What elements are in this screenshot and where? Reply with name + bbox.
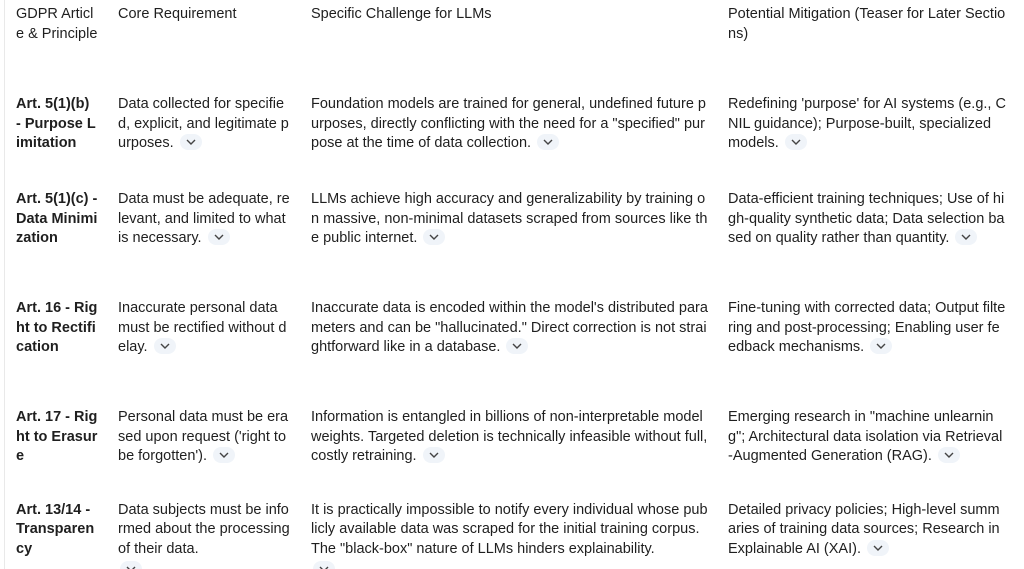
expand-citation-button[interactable] bbox=[506, 338, 528, 354]
chevron-down-icon bbox=[186, 138, 196, 146]
mitigation-cell bbox=[718, 170, 1016, 279]
chevron-down-icon bbox=[543, 138, 553, 146]
challenge-cell bbox=[301, 279, 718, 388]
chevron-down-icon bbox=[126, 565, 136, 569]
table-header bbox=[6, 0, 1016, 75]
chevron-down-icon bbox=[791, 138, 801, 146]
requirement-cell bbox=[108, 279, 301, 388]
article-label: Art. 16 - Right to Rectification bbox=[16, 300, 98, 356]
challenge-text: Foundation models are trained for general, undefined future purposes, directly conflicting with the need for a "specified" purpose at the time of data collection. bbox=[311, 96, 706, 152]
expand-citation-button[interactable] bbox=[180, 134, 202, 150]
requirement-cell bbox=[108, 170, 301, 279]
table-row bbox=[6, 170, 1016, 279]
chevron-down-icon bbox=[214, 233, 224, 241]
article-label: Art. 5(1)(b) - Purpose Limitation bbox=[16, 96, 96, 152]
mitigation-text: Emerging research in "machine unlearning"; Architectural data isolation via Retrieval-Augmented Generation (RAG). bbox=[728, 409, 1003, 465]
requirement-cell bbox=[108, 481, 301, 569]
article-label: Art. 17 - Right to Erasure bbox=[16, 409, 98, 465]
challenge-text: LLMs achieve high accuracy and generalizability by training on massive, non-minimal datasets scraped from sources like the public internet. bbox=[311, 191, 708, 247]
requirement-cell bbox=[108, 75, 301, 170]
article-label: Art. 5(1)(c) - Data Minimization bbox=[16, 191, 98, 247]
header-challenge: Specific Challenge for LLMs bbox=[311, 6, 492, 22]
expand-citation-button[interactable] bbox=[154, 338, 176, 354]
mitigation-cell bbox=[718, 481, 1016, 569]
chevron-down-icon bbox=[944, 451, 954, 459]
expand-citation-button[interactable] bbox=[120, 561, 142, 569]
mitigation-text: Redefining 'purpose' for AI systems (e.g., CNIL guidance); Purpose-built, specialized models. bbox=[728, 96, 1006, 152]
chevron-down-icon bbox=[429, 451, 439, 459]
gdpr-llm-table bbox=[6, 0, 1016, 569]
expand-citation-button[interactable] bbox=[537, 134, 559, 150]
challenge-text: Information is entangled in billions of non-interpretable model weights. Targeted deletion is technically infeasible without full, costly retraining. bbox=[311, 409, 708, 465]
article-cell bbox=[6, 481, 108, 569]
table-row bbox=[6, 279, 1016, 388]
table-left-border bbox=[4, 0, 5, 569]
challenge-cell bbox=[301, 75, 718, 170]
chevron-down-icon bbox=[219, 451, 229, 459]
expand-citation-button[interactable] bbox=[423, 229, 445, 245]
chevron-down-icon bbox=[873, 544, 883, 552]
chevron-down-icon bbox=[876, 342, 886, 350]
article-label: Art. 13/14 - Transparency bbox=[16, 501, 95, 557]
expand-citation-button[interactable] bbox=[213, 447, 235, 463]
table-body bbox=[6, 75, 1016, 569]
requirement-text: Data must be adequate, relevant, and limited to what is necessary. bbox=[118, 191, 290, 247]
article-cell bbox=[6, 388, 108, 481]
expand-citation-button[interactable] bbox=[208, 229, 230, 245]
header-article: GDPR Article & Principle bbox=[16, 6, 98, 42]
challenge-cell bbox=[301, 481, 718, 569]
chevron-down-icon bbox=[319, 565, 329, 569]
requirement-cell bbox=[108, 388, 301, 481]
requirement-text: Data subjects must be informed about the processing of their data. bbox=[118, 501, 290, 557]
article-cell bbox=[6, 75, 108, 170]
table-row bbox=[6, 388, 1016, 481]
expand-citation-button[interactable] bbox=[870, 338, 892, 354]
expand-citation-button[interactable] bbox=[867, 540, 889, 556]
requirement-text: Data collected for specified, explicit, and legitimate purposes. bbox=[118, 96, 289, 152]
mitigation-text: Data-efficient training techniques; Use of high-quality synthetic data; Data selection based on quality rather than quantity. bbox=[728, 191, 1005, 247]
chevron-down-icon bbox=[512, 342, 522, 350]
article-cell bbox=[6, 170, 108, 279]
mitigation-cell bbox=[718, 75, 1016, 170]
table-row bbox=[6, 75, 1016, 170]
chevron-down-icon bbox=[429, 233, 439, 241]
header-requirement: Core Requirement bbox=[118, 6, 237, 22]
requirement-text: Personal data must be erased upon request ('right to be forgotten'). bbox=[118, 409, 289, 465]
expand-citation-button[interactable] bbox=[313, 561, 335, 569]
mitigation-cell bbox=[718, 388, 1016, 481]
requirement-text: Inaccurate personal data must be rectified without delay. bbox=[118, 300, 287, 356]
mitigation-cell bbox=[718, 279, 1016, 388]
article-cell bbox=[6, 279, 108, 388]
challenge-text: Inaccurate data is encoded within the model's distributed parameters and can be "hallucinated." Direct correction is not straightforward like in a database. bbox=[311, 300, 708, 356]
challenge-cell bbox=[301, 170, 718, 279]
chevron-down-icon bbox=[961, 233, 971, 241]
challenge-cell bbox=[301, 388, 718, 481]
mitigation-text: Detailed privacy policies; High-level summaries of training data sources; Research in Explainable AI (XAI). bbox=[728, 501, 1000, 557]
expand-citation-button[interactable] bbox=[423, 447, 445, 463]
chevron-down-icon bbox=[160, 342, 170, 350]
expand-citation-button[interactable] bbox=[955, 229, 977, 245]
challenge-text: It is practically impossible to notify every individual whose publicly available data was scraped for the initial training corpus. The "black-box" nature of LLMs hinders explainability. bbox=[311, 501, 708, 557]
expand-citation-button[interactable] bbox=[938, 447, 960, 463]
expand-citation-button[interactable] bbox=[785, 134, 807, 150]
table-row bbox=[6, 481, 1016, 569]
header-row bbox=[6, 0, 1016, 75]
mitigation-text: Fine-tuning with corrected data; Output filtering and post-processing; Enabling user feedback mechanisms. bbox=[728, 300, 1006, 356]
header-mitigation: Potential Mitigation (Teaser for Later Sections) bbox=[728, 6, 1006, 42]
